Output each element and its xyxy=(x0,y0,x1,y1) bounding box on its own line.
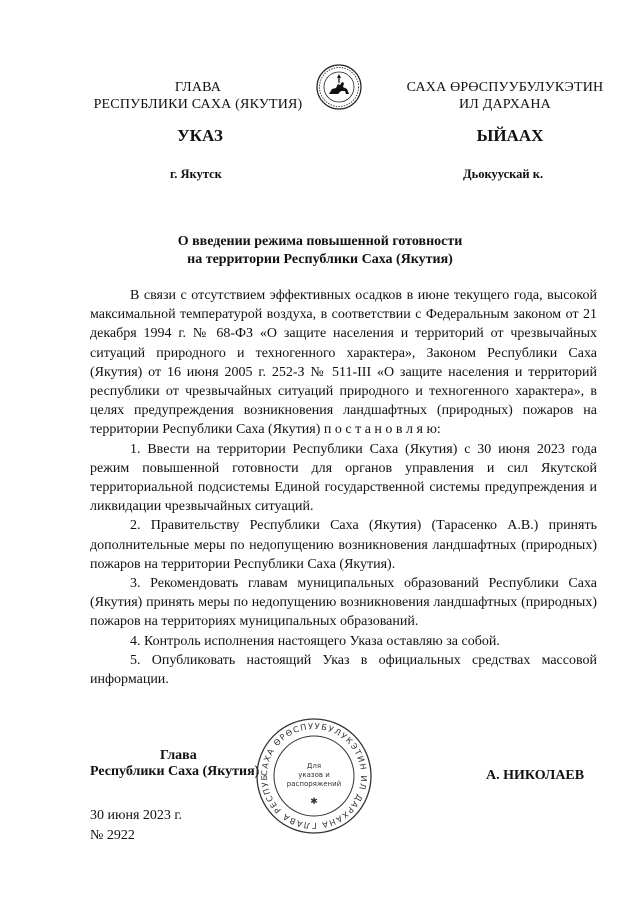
stamp-center-line2: указов и xyxy=(298,771,330,779)
document-title xyxy=(0,233,640,269)
header-right xyxy=(395,79,615,113)
decree-item-1: 1. Ввести на территории Республики Саха (Якутия) с 30 июня 2023 года режим повышенной готовности для органов управления и сил Якутской территориальной подсистемы Единой государственной системы предупреждения и ликвидации чрезвычайных ситуаций. xyxy=(90,441,597,515)
decree-item-3: 3. Рекомендовать главам муниципальных образований Республики Саха (Якутия) принять меры по недопущению возникновения ландшафтных (природных) пожаров на территориях муниципальных образований. xyxy=(90,576,597,630)
header-left-line1: ГЛАВА xyxy=(174,80,222,95)
yyaakh-title: ЫЙААХ xyxy=(476,126,544,145)
document-date: 30 июня 2023 г. xyxy=(90,808,183,823)
document-body xyxy=(90,286,597,689)
stamp-center-line3: распоряжений xyxy=(286,780,342,788)
coat-of-arms-emblem xyxy=(316,64,362,110)
signature-position-line2: Республики Саха (Якутия) xyxy=(90,764,260,779)
document-footer xyxy=(90,806,182,846)
header-right-line1: САХА ӨРӨСПУУБУЛУКЭТИН xyxy=(406,80,604,95)
city-left: г. Якутск xyxy=(170,167,222,181)
header-left-line2: РЕСПУБЛИКИ САХА (ЯКУТИЯ) xyxy=(93,97,303,112)
stamp-center-line1: Для xyxy=(306,762,322,770)
stamp-star-icon: ✱ xyxy=(310,797,318,807)
document-title-line1: О введении режима повышенной готовности xyxy=(177,234,463,249)
city-right: Дьокуускай к. xyxy=(463,167,544,181)
decree-item-2: 2. Правительству Республики Саха (Якутия) (Тарасенко А.В.) принять дополнительные меры по недопущению возникновения ландшафтных (природных) пожаров на территории Республики Саха (Якутия). xyxy=(90,518,597,572)
decree-item-4: 4. Контроль исполнения настоящего Указа оставляю за собой. xyxy=(130,633,500,649)
header-right-line2: ИЛ ДАРХАНА xyxy=(458,97,551,112)
official-stamp xyxy=(254,716,374,836)
document-title-line2: на территории Республики Саха (Якутия) xyxy=(187,252,453,267)
signature-position-line1: Глава xyxy=(160,748,197,763)
decree-item-5: 5. Опубликовать настоящий Указ в официальных средствах массовой информации. xyxy=(90,652,597,688)
header-left xyxy=(88,79,308,113)
stamp-ring-text: САХА ӨРӨСПУУБУЛУКЭТИН ИЛ ДАРХАНА ГЛАВА РЕСПУБ xyxy=(258,720,370,832)
signature-name: А. НИКОЛАЕВ xyxy=(486,768,585,783)
ukaz-title: УКАЗ xyxy=(177,126,223,145)
intro-paragraph: В связи с отсутствием эффективных осадков в июне текущего года, высокой максимальной температурой воздуха, в соответствии с Федеральным законом от 21 декабря 1994 г. № 68-ФЗ «О защите населения и территорий от чрезвычайных ситуаций природного и техногенного характера», Законом Республики Саха (Якутия) от 16 июня 2005 г. 252-З № 511-III «О защите населения и территорий республики от чрезвычайных ситуаций природного и техногенного характера», в целях предупреждения возникновения ландшафтных (природных) пожаров на территории Республики Саха (Якутия) п о с т а н о в л я ю: xyxy=(90,288,597,438)
document-number: № 2922 xyxy=(90,828,135,843)
